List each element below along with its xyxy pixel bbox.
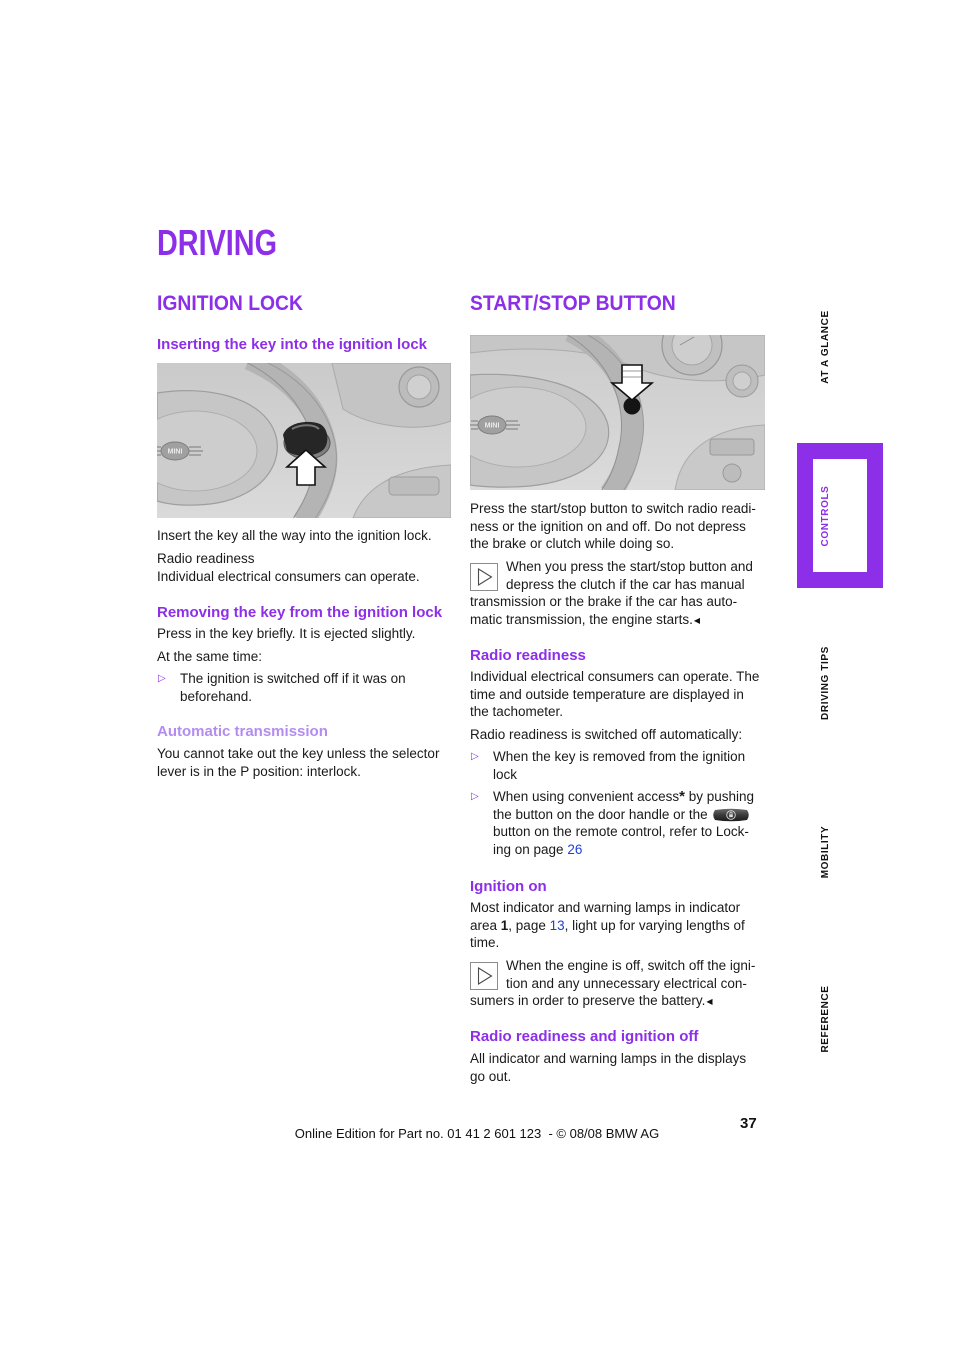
text-segment: When using convenient access xyxy=(493,789,680,804)
optional-equipment-asterisk: * xyxy=(679,788,685,805)
page-number: 37 xyxy=(740,1115,757,1132)
note-icon xyxy=(470,563,498,591)
text-line: the tachometer. xyxy=(470,704,564,720)
section-heading-ignition-lock: IGNITION LOCK xyxy=(157,292,303,315)
subheading-automatic-transmission: Automatic transmission xyxy=(157,723,328,740)
paragraph-start-stop xyxy=(470,500,756,553)
paragraph-radio-readiness xyxy=(470,668,759,721)
note-icon xyxy=(470,962,498,990)
logo-lettering: MINI xyxy=(484,422,500,430)
end-mark-icon: ◀ xyxy=(706,997,713,1007)
text-line: the brake or clutch while doing so. xyxy=(470,536,675,552)
end-mark-icon: ◀ xyxy=(693,615,700,625)
list-item xyxy=(470,788,754,858)
text-line: Radio readiness xyxy=(157,551,255,566)
paragraph-switched-off xyxy=(470,726,742,744)
logo-lettering: MINI xyxy=(167,448,183,456)
text-segment: matic transmission, the engine starts. xyxy=(470,611,693,627)
text-line: lock xyxy=(493,766,518,782)
page-title: DRIVING xyxy=(157,222,278,263)
paragraph-radio-and-ignition-off xyxy=(470,1050,746,1085)
remote-lock-button-icon xyxy=(712,808,750,822)
text-line: time and outside temperature are displayed in xyxy=(470,686,744,702)
text-line: You cannot take out the key unless the selector xyxy=(157,746,440,761)
text-line: Individual electrical consumers can operate. xyxy=(157,568,420,584)
indicator-area-number: 1 xyxy=(500,917,509,933)
illustration-start-stop-button xyxy=(470,335,765,490)
text-line: time. xyxy=(470,935,500,951)
text-line: depress the clutch if the car has manual xyxy=(506,576,745,592)
side-tab-reference[interactable]: REFERENCE xyxy=(820,985,831,1053)
text-line: go out. xyxy=(470,1068,512,1084)
side-tab-at-a-glance[interactable]: AT A GLANCE xyxy=(820,309,831,384)
text-line: button on the remote control, refer to Lock- xyxy=(493,824,749,840)
bullet-icon: ▷ xyxy=(471,791,479,802)
text-line xyxy=(470,611,770,629)
paragraph-automatic-transmission xyxy=(157,745,439,780)
text-line: The ignition is switched off if it was on xyxy=(180,671,406,686)
subheading-inserting-key: Inserting the key into the ignition lock xyxy=(157,336,428,353)
text-line: Press the start/stop button to switch radio readi- xyxy=(470,501,756,516)
note-engine-starts xyxy=(470,558,770,628)
footer-edition-note: Online Edition for Part no. 01 41 2 601 123 - © 08/08 BMW AG xyxy=(294,1126,660,1141)
subheading-radio-readiness: Radio readiness xyxy=(470,647,586,664)
bullet-icon: ▷ xyxy=(158,673,166,684)
text-line xyxy=(470,917,745,935)
text-line: lever is in the P position: interlock. xyxy=(157,763,361,779)
side-tab-controls[interactable]: CONTROLS xyxy=(820,485,831,546)
text-segment: area xyxy=(470,917,501,933)
paragraph-same-time xyxy=(157,648,262,666)
subheading-radio-and-ignition-off: Radio readiness and ignition off xyxy=(470,1028,699,1045)
page-link-26[interactable]: 26 xyxy=(567,841,583,857)
side-tab-driving-tips[interactable]: DRIVING TIPS xyxy=(820,646,831,720)
paragraph-ignition-on xyxy=(470,899,745,952)
list-item xyxy=(157,670,406,705)
side-tab-mobility[interactable]: MOBILITY xyxy=(820,825,831,878)
illustration-inserting-key xyxy=(157,363,451,518)
text-line: When the engine is off, switch off the igni- xyxy=(506,958,756,973)
list-item xyxy=(470,748,745,783)
text-line xyxy=(493,788,754,806)
active-tab-frame xyxy=(797,443,883,588)
page-link-13[interactable]: 13 xyxy=(549,917,565,933)
text-line: ness or the ignition on and off. Do not depress xyxy=(470,518,746,534)
section-heading-start-stop: START/STOP BUTTON xyxy=(470,292,676,315)
text-line: transmission or the brake if the car has auto- xyxy=(470,594,738,610)
text-line: beforehand. xyxy=(180,688,253,704)
text-line: Radio readiness is switched off automatically: xyxy=(470,727,743,742)
text-line: Insert the key all the way into the ignition lock. xyxy=(157,528,432,543)
note-preserve-battery xyxy=(470,957,770,1010)
text-line: When the key is removed from the ignition xyxy=(493,749,746,764)
paragraph-press-key xyxy=(157,625,415,643)
text-segment: , light up for varying lengths of xyxy=(564,917,745,933)
text-line: Most indicator and warning lamps in indicator xyxy=(470,900,741,915)
text-line: All indicator and warning lamps in the displays xyxy=(470,1051,747,1066)
text-segment: by pushing xyxy=(684,789,755,804)
text-line: Individual electrical consumers can operate. The xyxy=(470,669,760,684)
bullet-icon: ▷ xyxy=(471,751,479,762)
text-line: At the same time: xyxy=(157,649,263,664)
text-segment: sumers in order to preserve the battery. xyxy=(470,993,706,1009)
text-segment: , page xyxy=(508,917,550,933)
subheading-ignition-on: Ignition on xyxy=(470,878,547,895)
paragraph-radio-readiness xyxy=(157,550,420,585)
text-segment: ing on page xyxy=(493,841,568,857)
text-segment: the button on the door handle or the xyxy=(493,806,708,822)
text-line: tion and any unnecessary electrical con- xyxy=(506,975,747,991)
text-line xyxy=(493,841,754,859)
paragraph-insert-key xyxy=(157,527,432,545)
text-line: Press in the key briefly. It is ejected slightly. xyxy=(157,626,416,641)
text-line xyxy=(470,992,770,1010)
subheading-removing-key: Removing the key from the ignition lock xyxy=(157,604,443,621)
text-line xyxy=(493,806,754,824)
text-line: When you press the start/stop button and xyxy=(506,559,753,574)
